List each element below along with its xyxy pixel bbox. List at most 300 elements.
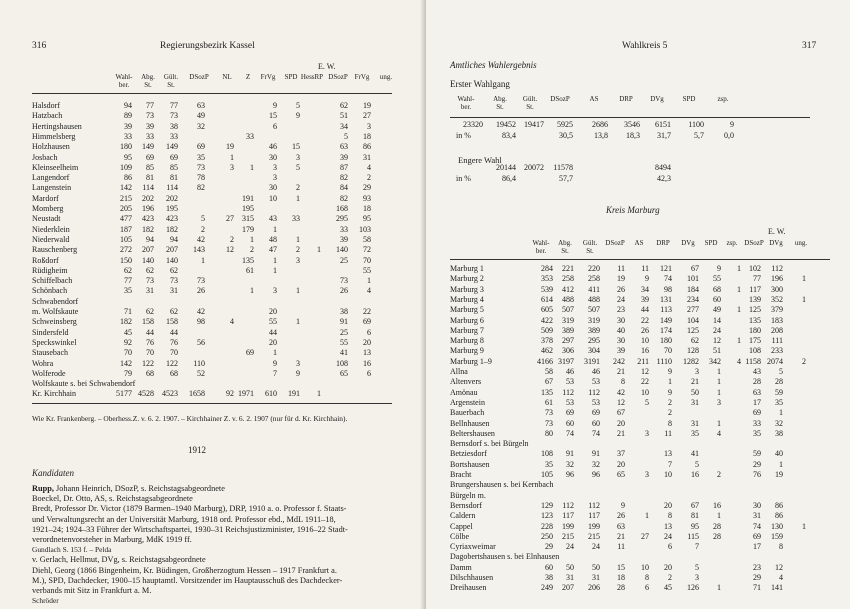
kreis-table-cell: 206 bbox=[588, 583, 600, 593]
kreis-col-header: AS bbox=[634, 239, 644, 247]
left-table-cell: 2 bbox=[201, 224, 205, 234]
left-table-cell: 114 bbox=[142, 183, 154, 193]
left-table-cell: 1 bbox=[296, 286, 300, 296]
kreis-table-row bbox=[450, 316, 850, 326]
kreis-table-cell: 258 bbox=[562, 274, 574, 284]
kreis-table-cell: 10 bbox=[641, 562, 649, 572]
kreis-table-cell: 27 bbox=[641, 531, 649, 541]
kreis-table-cell: 2 bbox=[668, 408, 672, 418]
erster-cell: 2686 bbox=[592, 120, 608, 129]
left-table-cell: 62 bbox=[124, 265, 132, 275]
kreis-table-cell: 22 bbox=[641, 315, 649, 325]
left-table-cell: 1 bbox=[296, 234, 300, 244]
left-table-cell: 103 bbox=[359, 224, 371, 234]
left-table-cell: 69 bbox=[246, 348, 254, 358]
kreis-table-cell: 26 bbox=[617, 511, 625, 521]
kreis-table-cell: 250 bbox=[541, 531, 553, 541]
left-table-cell: 6 bbox=[273, 121, 277, 131]
kreis-table-row bbox=[450, 501, 850, 511]
kreis-table-cell: 3 bbox=[695, 367, 699, 376]
left-col-header: FrVg bbox=[260, 73, 276, 81]
erster-cell: 3546 bbox=[624, 120, 640, 129]
left-table-cell: 93 bbox=[363, 193, 371, 203]
kreis-table-cell: 19 bbox=[617, 274, 625, 284]
kreis-table-name: Bracht bbox=[450, 470, 472, 479]
left-table-cell: 44 bbox=[170, 327, 178, 337]
left-table-row bbox=[32, 276, 424, 286]
left-table-row bbox=[32, 369, 424, 379]
kreis-table-row bbox=[450, 388, 850, 398]
left-table-cell: 142 bbox=[120, 183, 132, 193]
left-table-cell: 92 bbox=[226, 389, 234, 399]
kreis-table-cell: 1 bbox=[668, 377, 672, 387]
kreis-table-name: Cölbe bbox=[450, 531, 470, 541]
left-table-cell: 27 bbox=[363, 111, 371, 121]
erster-cell: 5925 bbox=[557, 120, 573, 129]
left-table-cell: 3 bbox=[296, 358, 300, 368]
left-table-cell: 149 bbox=[166, 142, 178, 152]
left-table-cell: 76 bbox=[170, 337, 178, 347]
left-table-cell: 182 bbox=[166, 224, 178, 234]
left-table-cell: 272 bbox=[120, 245, 132, 255]
kreis-table-cell: 41 bbox=[691, 449, 699, 459]
kreis-table-cell: 1 bbox=[802, 521, 806, 531]
left-table-cell: 48 bbox=[269, 234, 277, 244]
left-table-end-rule bbox=[32, 403, 392, 404]
kreis-table-cell: 1 bbox=[737, 336, 741, 346]
kreis-table-name: Marburg 3 bbox=[450, 284, 484, 294]
kreis-table-cell: 24 bbox=[713, 325, 721, 335]
kreis-table-row bbox=[450, 357, 850, 367]
kreis-table-cell: 59 bbox=[753, 449, 761, 459]
left-table-cell: 49 bbox=[197, 111, 205, 121]
left-table-cell: 1 bbox=[201, 255, 205, 265]
left-table-name: Schwabendorf bbox=[32, 296, 79, 306]
kreis-table-cell: 8 bbox=[779, 542, 783, 552]
kreis-table-cell: 23 bbox=[753, 562, 761, 572]
kreis-table-name: Bellnhausen bbox=[450, 418, 490, 428]
left-table-cell: 84 bbox=[340, 183, 348, 193]
left-table-cell: 39 bbox=[340, 234, 348, 244]
kreis-table-cell: 412 bbox=[562, 284, 574, 294]
left-table-row bbox=[32, 286, 424, 296]
kreis-table-cell: 108 bbox=[749, 346, 761, 356]
kreis-table-cell: 67 bbox=[691, 264, 699, 273]
left-table-cell: 4 bbox=[367, 286, 371, 296]
left-table-cell: 35 bbox=[124, 286, 132, 296]
kreis-table-cell: 4166 bbox=[537, 356, 553, 366]
kandidat-line: und Verwaltungsrecht an der Universität Marburg, 1918 ord. Professor ebd., MdL 1911–18, bbox=[32, 514, 336, 524]
erster-cell: in % bbox=[456, 130, 471, 140]
left-table-cell: 2 bbox=[367, 173, 371, 183]
kreis-table-cell: 1 bbox=[717, 511, 721, 521]
kreis-table-cell: 159 bbox=[771, 531, 783, 541]
kreis-table-cell: 91 bbox=[592, 449, 600, 459]
kreis-table-cell: 249 bbox=[541, 583, 553, 593]
left-table-row bbox=[32, 183, 424, 193]
left-table-cell: 3 bbox=[296, 152, 300, 162]
kreis-table-cell: 180 bbox=[660, 336, 672, 346]
left-table-cell: 69 bbox=[146, 152, 154, 162]
erster-col-header: Wahl- ber. bbox=[457, 95, 475, 111]
kreis-table-cell: 39 bbox=[641, 294, 649, 304]
kreis-table-row bbox=[450, 542, 850, 552]
kandidat-line: verordnetenvorsteher in Marburg, MdK 1919 ff. bbox=[32, 535, 192, 544]
kreis-table-cell: 69 bbox=[566, 408, 574, 418]
left-table-cell: 196 bbox=[142, 204, 154, 213]
kreis-table-cell: 28 bbox=[617, 583, 625, 593]
kreis-table-cell: 509 bbox=[541, 325, 553, 335]
left-table-name: Hatzbach bbox=[32, 111, 63, 121]
kreis-table-cell: 67 bbox=[545, 377, 553, 387]
kreis-table-cell: 53 bbox=[592, 397, 600, 407]
left-table-cell: 142 bbox=[120, 358, 132, 368]
left-table-cell: 9 bbox=[296, 368, 300, 378]
left-table-cell: 10 bbox=[269, 193, 277, 203]
left-table-cell: 423 bbox=[142, 214, 154, 224]
kreis-table-cell: 5 bbox=[695, 459, 699, 469]
left-table-cell: 69 bbox=[363, 317, 371, 327]
kreis-table-cell: 73 bbox=[545, 408, 553, 418]
left-table-cell: 56 bbox=[197, 337, 205, 347]
left-table-cell: 52 bbox=[197, 368, 205, 378]
kreis-table-cell: 277 bbox=[687, 305, 699, 315]
kreis-col-header: Gült. St. bbox=[582, 239, 598, 255]
left-table-cell: 41 bbox=[340, 348, 348, 358]
left-table-cell: 5177 bbox=[116, 389, 132, 399]
kreis-table-cell: 35 bbox=[691, 428, 699, 438]
kreis-table-cell: 61 bbox=[545, 397, 553, 407]
kreis-table-name: Bernsdorf bbox=[450, 500, 482, 510]
kreis-table-cell: 6 bbox=[668, 542, 672, 552]
kreis-table-cell: 60 bbox=[545, 562, 553, 572]
left-table-row bbox=[32, 111, 424, 121]
kreis-table-name: Beltershausen bbox=[450, 428, 495, 438]
kreis-table-cell: 2074 bbox=[767, 356, 783, 366]
kreis-table-cell: 34 bbox=[641, 284, 649, 294]
kreis-table-cell: 297 bbox=[562, 336, 574, 346]
left-table-cell: 62 bbox=[170, 307, 178, 316]
kreis-table-cell: 74 bbox=[753, 521, 761, 531]
kreis-table-cell: 59 bbox=[775, 387, 783, 397]
kreis-table-cell: 11 bbox=[617, 264, 625, 273]
kreis-table-row bbox=[450, 398, 850, 408]
engere-cell: 8494 bbox=[655, 163, 671, 172]
kreis-table-name: Marburg 5 bbox=[450, 305, 484, 315]
left-table-cell: 1 bbox=[273, 224, 277, 234]
left-col-header: HessRP bbox=[300, 73, 324, 81]
kreis-table-cell: 38 bbox=[545, 573, 553, 582]
engere-cell: 20072 bbox=[524, 163, 544, 172]
kreis-table-cell: 389 bbox=[588, 325, 600, 335]
kreis-table-cell: 29 bbox=[753, 459, 761, 469]
left-table-name: Rüdigheim bbox=[32, 265, 68, 275]
kreis-table-cell: 208 bbox=[771, 325, 783, 335]
erster-col-header: DVg bbox=[650, 95, 664, 103]
left-table-name: Langenstein bbox=[32, 183, 72, 193]
kreis-table-cell: 129 bbox=[541, 500, 553, 510]
erster-row bbox=[456, 131, 836, 141]
erster-col-header: DSozP bbox=[550, 95, 570, 103]
kreis-table-cell: 10 bbox=[641, 336, 649, 346]
kreis-table-cell: 112 bbox=[562, 387, 574, 397]
left-page bbox=[0, 0, 424, 609]
left-table-cell: 46 bbox=[269, 142, 277, 152]
kreis-table-cell: 67 bbox=[617, 408, 625, 418]
kreis-table-cell: 389 bbox=[562, 325, 574, 335]
left-table-cell: 95 bbox=[363, 214, 371, 224]
kreis-heading: Kreis Marburg bbox=[606, 205, 660, 215]
left-table-cell: 2 bbox=[296, 245, 300, 255]
kandidat-line: Boeckel, Dr. Otto, AS, s. Reichstagsabgeordnete bbox=[32, 494, 193, 504]
left-table-name: Langendorf bbox=[32, 173, 70, 183]
kreis-table-name: Marburg 6 bbox=[450, 315, 484, 325]
left-table-cell: 33 bbox=[170, 131, 178, 141]
kreis-table-cell: 1 bbox=[717, 418, 721, 428]
left-table-cell: 20 bbox=[363, 337, 371, 347]
left-table-cell: 58 bbox=[363, 234, 371, 244]
kreis-table-cell: 115 bbox=[687, 531, 699, 541]
kreis-table-cell: 60 bbox=[713, 294, 721, 304]
kreis-table-cell: 21 bbox=[617, 428, 625, 438]
right-page-number: 317 bbox=[802, 41, 817, 51]
kreis-table-cell: 215 bbox=[562, 531, 574, 541]
left-table-cell: 1 bbox=[296, 193, 300, 203]
left-table-cell: 3 bbox=[273, 162, 277, 172]
left-table-cell: 63 bbox=[197, 101, 205, 110]
erster-col-header: zsp. bbox=[717, 95, 729, 103]
left-table-cell: 78 bbox=[197, 173, 205, 183]
left-table-cell: 55 bbox=[363, 265, 371, 275]
left-table-name: Roßdorf bbox=[32, 255, 59, 265]
kreis-table-cell: 3 bbox=[695, 573, 699, 582]
left-table-cell: 1 bbox=[317, 389, 321, 399]
left-table-cell: 76 bbox=[146, 337, 154, 347]
left-col-header: Abg. St. bbox=[141, 73, 155, 89]
left-table-row bbox=[32, 132, 424, 142]
kreis-table-cell: 614 bbox=[541, 294, 553, 304]
kreis-table-cell: 21 bbox=[691, 377, 699, 387]
kreis-table-cell: 26 bbox=[617, 284, 625, 294]
kreis-table-cell: 43 bbox=[753, 367, 761, 376]
kreis-table-row bbox=[450, 460, 850, 470]
kreis-table-cell: 8 bbox=[668, 418, 672, 428]
kreis-table-cell: 44 bbox=[641, 305, 649, 315]
kreis-table-cell: 304 bbox=[588, 346, 600, 356]
kreis-table-cell: 86 bbox=[775, 500, 783, 510]
kreis-table-cell: 91 bbox=[566, 449, 574, 459]
left-table-cell: 33 bbox=[292, 214, 300, 224]
left-table-cell: 70 bbox=[363, 255, 371, 265]
left-table-cell: 73 bbox=[170, 111, 178, 121]
kreis-table-row bbox=[450, 573, 850, 583]
kreis-table-cell: 95 bbox=[691, 521, 699, 531]
kreis-table-cell: 74 bbox=[592, 428, 600, 438]
left-table-cell: 15 bbox=[269, 111, 277, 121]
kreis-table-cell: 68 bbox=[713, 284, 721, 294]
kreis-col-header: DRP bbox=[656, 239, 670, 247]
kreis-table-name: Dagobertshausen s. bei Elnhausen bbox=[450, 552, 560, 562]
left-table-cell: 25 bbox=[340, 255, 348, 265]
left-table-cell: 5 bbox=[201, 214, 205, 224]
kreis-table-cell: 5 bbox=[695, 562, 699, 572]
kreis-table-cell: 28 bbox=[753, 377, 761, 387]
left-table-cell: 33 bbox=[146, 131, 154, 141]
left-table-cell: 89 bbox=[124, 111, 132, 121]
kreis-table-name: Argenstein bbox=[450, 397, 485, 407]
left-table-row bbox=[32, 379, 424, 389]
kreis-table-cell: 50 bbox=[691, 387, 699, 397]
kreis-table-cell: 32 bbox=[775, 418, 783, 428]
left-table-cell: 12 bbox=[226, 245, 234, 255]
kreis-table-cell: 1 bbox=[779, 408, 783, 418]
kreis-table-name: Amönau bbox=[450, 387, 478, 397]
left-table-cell: 70 bbox=[170, 348, 178, 358]
kreis-table-name: Dreihausen bbox=[450, 583, 487, 593]
kreis-table-cell: 378 bbox=[541, 336, 553, 346]
kreis-table-cell: 14 bbox=[713, 315, 721, 325]
kreis-table-cell: 24 bbox=[664, 531, 672, 541]
kreis-table-cell: 69 bbox=[753, 408, 761, 418]
left-table-cell: 610 bbox=[265, 389, 277, 399]
kreis-table-cell: 12 bbox=[775, 562, 783, 572]
kreis-table-cell: 21 bbox=[617, 367, 625, 376]
kreis-table-cell: 74 bbox=[664, 274, 672, 284]
kreis-table-cell: 258 bbox=[588, 274, 600, 284]
left-table-row bbox=[32, 173, 424, 183]
left-table-cell: 180 bbox=[120, 142, 132, 152]
left-table-name: Josbach bbox=[32, 152, 58, 162]
kreis-table-cell: 4 bbox=[717, 428, 721, 438]
left-table-cell: 191 bbox=[242, 193, 254, 203]
left-table-cell: 85 bbox=[170, 162, 178, 172]
kreis-table-cell: 507 bbox=[588, 305, 600, 315]
erster-rule bbox=[450, 117, 810, 118]
kreis-table-cell: 3197 bbox=[558, 356, 574, 366]
kreis-table-cell: 21 bbox=[617, 531, 625, 541]
left-table-cell: 33 bbox=[340, 224, 348, 234]
left-table-cell: 77 bbox=[124, 276, 132, 286]
left-table-cell: 140 bbox=[336, 245, 348, 255]
engere-cell: 11578 bbox=[553, 163, 573, 172]
left-table-name: Speckswinkel bbox=[32, 337, 77, 347]
left-table-cell: 42 bbox=[197, 234, 205, 244]
left-table-cell: 295 bbox=[336, 214, 348, 224]
kreis-table-cell: 2 bbox=[717, 470, 721, 479]
kreis-table-name: Marburg 7 bbox=[450, 325, 484, 335]
left-table-cell: 82 bbox=[340, 193, 348, 203]
erster-cell: 1100 bbox=[688, 120, 704, 129]
left-table-name: Schönbach bbox=[32, 286, 68, 296]
left-table-cell: 30 bbox=[269, 152, 277, 162]
left-table-cell: 79 bbox=[124, 368, 132, 378]
kreis-table-cell: 18 bbox=[617, 573, 625, 582]
kreis-table-cell: 207 bbox=[562, 583, 574, 593]
kreis-table-name: Brungershausen s. bei Kernbach bbox=[450, 480, 554, 490]
left-table-cell: 149 bbox=[142, 142, 154, 152]
kreis-table-cell: 16 bbox=[691, 470, 699, 479]
kreis-table-row bbox=[450, 449, 850, 459]
kreis-table-cell: 12 bbox=[641, 367, 649, 376]
left-table-cell: 30 bbox=[269, 183, 277, 193]
kreis-table-cell: 126 bbox=[687, 583, 699, 593]
kreis-table-cell: 3 bbox=[645, 428, 649, 438]
kreis-table-cell: 55 bbox=[713, 274, 721, 284]
left-table-name: Momberg bbox=[32, 204, 64, 213]
kreis-table-cell: 108 bbox=[541, 449, 553, 459]
left-table-cell: 109 bbox=[120, 162, 132, 172]
kreis-table-name: Betziesdorf bbox=[450, 449, 487, 459]
kreis-table-cell: 29 bbox=[545, 542, 553, 552]
kreis-table-row bbox=[450, 429, 850, 439]
left-table-cell: 43 bbox=[269, 214, 277, 224]
left-table-cell: 25 bbox=[340, 327, 348, 337]
kreis-table-cell: 96 bbox=[566, 470, 574, 479]
engere-row bbox=[456, 174, 836, 184]
kreis-table-cell: 117 bbox=[588, 511, 600, 521]
right-ew-label: E. W. bbox=[768, 227, 786, 236]
left-table-cell: 70 bbox=[124, 348, 132, 358]
kreis-table-cell: 9 bbox=[621, 500, 625, 510]
kreis-table-cell: 319 bbox=[562, 315, 574, 325]
kreis-table-row bbox=[450, 377, 850, 387]
kreis-table-cell: 46 bbox=[566, 367, 574, 376]
left-table-row bbox=[32, 153, 424, 163]
kandidat-name: Rupp, bbox=[32, 484, 54, 493]
left-table-cell: 73 bbox=[197, 276, 205, 286]
left-table-cell: 3 bbox=[230, 162, 234, 172]
left-table-cell: 39 bbox=[124, 121, 132, 131]
left-table-cell: 18 bbox=[363, 204, 371, 213]
kandidat-line: Gundlach S. 153 f. – Pelda bbox=[32, 545, 112, 555]
kreis-table-cell: 4 bbox=[737, 356, 741, 366]
kreis-table-cell: 319 bbox=[588, 315, 600, 325]
kreis-table-cell: 353 bbox=[541, 274, 553, 284]
left-table-cell: 1 bbox=[273, 255, 277, 265]
kreis-table-cell: 2 bbox=[802, 356, 806, 366]
kreis-table-cell: 31 bbox=[592, 573, 600, 582]
left-table-cell: 1 bbox=[273, 348, 277, 358]
kreis-table-name: Bortshausen bbox=[450, 459, 490, 469]
kreis-table-cell: 16 bbox=[641, 346, 649, 356]
kreis-table-row bbox=[450, 336, 850, 346]
kreis-table-row bbox=[450, 522, 850, 532]
left-table-cell: 191 bbox=[288, 389, 300, 399]
kreis-table-cell: 221 bbox=[562, 264, 574, 273]
kandidat-line: Schröder bbox=[32, 596, 59, 606]
left-table-cell: 2 bbox=[250, 245, 254, 255]
left-table-cell: 1658 bbox=[189, 389, 205, 399]
kreis-table-cell: 28 bbox=[713, 521, 721, 531]
kreis-table-cell: 3191 bbox=[584, 356, 600, 366]
kreis-table-cell: 29 bbox=[753, 573, 761, 582]
left-table-cell: 39 bbox=[146, 121, 154, 131]
kreis-table-cell: 102 bbox=[749, 264, 761, 273]
left-table-cell: 27 bbox=[226, 214, 234, 224]
left-table-cell: 31 bbox=[363, 152, 371, 162]
left-table-cell: 4523 bbox=[162, 389, 178, 399]
left-col-header: Wahl- ber. bbox=[115, 73, 133, 89]
left-table-name: Wolfskaute s. bei Schwabendorf bbox=[32, 379, 136, 389]
left-table-cell: 110 bbox=[193, 358, 205, 368]
kreis-table-cell: 24 bbox=[592, 542, 600, 552]
kreis-table-cell: 76 bbox=[753, 470, 761, 479]
left-table-cell: 140 bbox=[166, 255, 178, 265]
left-table-cell: 5 bbox=[344, 131, 348, 141]
kreis-table-cell: 1 bbox=[737, 305, 741, 315]
kreis-table-cell: 45 bbox=[664, 583, 672, 593]
left-table-cell: 95 bbox=[124, 152, 132, 162]
